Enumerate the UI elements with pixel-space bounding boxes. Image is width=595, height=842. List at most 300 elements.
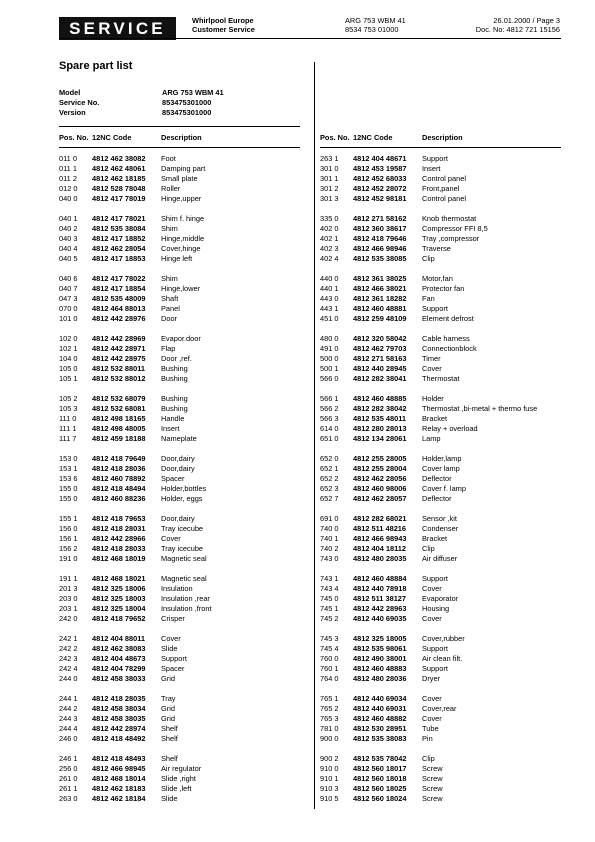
part-description: Grid <box>161 714 175 723</box>
part-pos: 105 1 <box>59 374 78 383</box>
part-description: Slide <box>161 794 178 803</box>
part-pos: 652 1 <box>320 464 339 473</box>
part-group <box>59 154 304 204</box>
part-row <box>59 604 304 614</box>
part-pos: 740 2 <box>320 544 339 553</box>
part-row <box>59 694 304 704</box>
part-code: 4812 498 18165 <box>92 414 146 423</box>
part-code: 4812 452 68033 <box>353 174 407 183</box>
part-pos: 765 3 <box>320 714 339 723</box>
part-pos: 760 0 <box>320 654 339 663</box>
part-description: Thermostat ,bi-metal + thermo fuse <box>422 404 538 413</box>
part-row <box>59 314 304 324</box>
part-group <box>59 514 304 564</box>
part-description: Tray icecube <box>161 544 204 553</box>
part-code: 4812 418 48494 <box>92 484 146 493</box>
part-pos: 242 4 <box>59 664 78 673</box>
part-code: 4812 535 48011 <box>353 414 407 423</box>
meta-value: 853475301000 <box>162 108 212 117</box>
part-row <box>320 694 570 704</box>
part-code: 4812 532 88011 <box>92 364 146 373</box>
column-header-rule <box>320 147 561 148</box>
part-description: Cover <box>422 714 442 723</box>
part-pos: 651 0 <box>320 434 339 443</box>
part-pos: 102 1 <box>59 344 78 353</box>
part-code: 4812 464 88013 <box>92 304 146 313</box>
part-description: Panel <box>161 304 180 313</box>
part-description: Shaft <box>161 294 179 303</box>
part-description: Support <box>422 644 448 653</box>
part-pos: 745 0 <box>320 594 339 603</box>
part-row <box>320 374 570 384</box>
part-group <box>320 514 570 564</box>
part-code: 4812 462 79703 <box>353 344 407 353</box>
part-description: Element defrost <box>422 314 474 323</box>
part-code: 4812 466 98946 <box>353 244 407 253</box>
part-description: Handle <box>161 414 185 423</box>
part-pos: 244 3 <box>59 714 78 723</box>
part-row <box>59 734 304 744</box>
part-code: 4812 460 48882 <box>353 714 407 723</box>
part-description: Support <box>161 654 187 663</box>
header-rule <box>59 38 561 39</box>
part-code: 4812 462 28057 <box>353 494 407 503</box>
part-row <box>320 254 570 264</box>
part-description: Shelf <box>161 734 178 743</box>
part-description: Deflector <box>422 474 452 483</box>
part-pos: 301 1 <box>320 174 339 183</box>
part-description: Insert <box>161 424 180 433</box>
meta-value: 853475301000 <box>162 98 212 107</box>
part-row <box>320 544 570 554</box>
part-group <box>320 754 570 804</box>
part-row <box>320 794 570 804</box>
model-block <box>345 16 406 34</box>
part-pos: 765 1 <box>320 694 339 703</box>
pos-header: Pos. No. <box>59 133 89 142</box>
part-code: 4812 404 78299 <box>92 664 146 673</box>
part-pos: 263 1 <box>320 154 339 163</box>
part-code: 4812 360 38617 <box>353 224 407 233</box>
part-pos: 652 0 <box>320 454 339 463</box>
part-code: 4812 442 28976 <box>92 314 146 323</box>
part-row <box>59 424 304 434</box>
part-description: Tray icecube <box>161 524 204 533</box>
part-pos: 745 2 <box>320 614 339 623</box>
part-pos: 900 2 <box>320 754 339 763</box>
part-description: Shelf <box>161 754 178 763</box>
part-description: Damping part <box>161 164 206 173</box>
part-row <box>59 664 304 674</box>
code-header: 12NC Code <box>92 133 132 142</box>
part-code: 4812 560 18025 <box>353 784 407 793</box>
part-code: 4812 462 18183 <box>92 784 146 793</box>
part-description: Control panel <box>422 174 466 183</box>
part-code: 4812 442 28969 <box>92 334 146 343</box>
part-pos: 566 1 <box>320 394 339 403</box>
part-code: 4812 418 79652 <box>92 614 146 623</box>
part-row <box>59 334 304 344</box>
doc-info-block <box>476 16 560 34</box>
part-row <box>320 174 570 184</box>
parts-column-left <box>59 133 304 814</box>
part-description: Roller <box>161 184 181 193</box>
part-group <box>59 754 304 804</box>
part-code: 4812 458 38033 <box>92 674 146 683</box>
part-row <box>59 704 304 714</box>
part-row <box>59 184 304 194</box>
part-row <box>59 174 304 184</box>
part-pos: 910 0 <box>320 764 339 773</box>
part-row <box>320 214 570 224</box>
part-pos: 156 1 <box>59 534 78 543</box>
part-pos: 652 7 <box>320 494 339 503</box>
part-row <box>320 784 570 794</box>
meta-value: ARG 753 WBM 41 <box>162 88 224 97</box>
part-row <box>320 284 570 294</box>
part-code: 4812 442 28971 <box>92 344 146 353</box>
part-code: 4812 532 88012 <box>92 374 146 383</box>
part-pos: 440 0 <box>320 274 339 283</box>
part-code: 4812 466 98943 <box>353 534 407 543</box>
part-row <box>59 454 304 464</box>
part-pos: 070 0 <box>59 304 78 313</box>
part-row <box>320 584 570 594</box>
part-row <box>59 524 304 534</box>
part-pos: 242 0 <box>59 614 78 623</box>
part-description: Air clean filt. <box>422 654 463 663</box>
part-description: Motor,fan <box>422 274 453 283</box>
part-code: 4812 134 28061 <box>353 434 407 443</box>
part-pos: 691 0 <box>320 514 339 523</box>
part-description: Pin <box>422 734 433 743</box>
part-pos: 451 0 <box>320 314 339 323</box>
part-row <box>59 344 304 354</box>
part-pos: 743 0 <box>320 554 339 563</box>
part-description: Timer <box>422 354 441 363</box>
part-code: 4812 560 18024 <box>353 794 407 803</box>
part-pos: 105 0 <box>59 364 78 373</box>
part-description: Cover <box>422 694 442 703</box>
part-description: Shim <box>161 274 178 283</box>
part-row <box>320 274 570 284</box>
part-code: 4812 320 58042 <box>353 334 407 343</box>
part-pos: 745 4 <box>320 644 339 653</box>
part-description: Evaporator <box>422 594 459 603</box>
part-row <box>59 214 304 224</box>
part-row <box>59 464 304 474</box>
part-description: Foot <box>161 154 176 163</box>
part-description: Tube <box>422 724 439 733</box>
part-row <box>59 164 304 174</box>
part-description: Cover f. lamp <box>422 484 466 493</box>
part-code: 4812 535 38085 <box>353 254 407 263</box>
part-description: Insulation ,rear <box>161 594 210 603</box>
part-pos: 104 0 <box>59 354 78 363</box>
part-row <box>320 554 570 564</box>
part-code: 4812 404 88011 <box>92 634 146 643</box>
page-title: Spare part list <box>59 60 133 72</box>
part-row <box>59 364 304 374</box>
part-row <box>59 434 304 444</box>
part-description: Protector fan <box>422 284 465 293</box>
part-pos: 040 5 <box>59 254 78 263</box>
part-code: 4812 480 28035 <box>353 554 407 563</box>
part-pos: 443 0 <box>320 294 339 303</box>
part-row <box>320 364 570 374</box>
part-code: 4812 418 28031 <box>92 524 146 533</box>
part-code: 4812 462 18184 <box>92 794 146 803</box>
part-pos: 111 1 <box>59 424 77 433</box>
part-pos: 764 0 <box>320 674 339 683</box>
part-pos: 203 1 <box>59 604 78 613</box>
part-code: 4812 361 18282 <box>353 294 407 303</box>
part-description: Holder,bottles <box>161 484 207 493</box>
part-description: Cable harness <box>422 334 470 343</box>
part-pos: 740 1 <box>320 534 339 543</box>
part-pos: 047 3 <box>59 294 78 303</box>
part-row <box>59 404 304 414</box>
part-description: Cover <box>161 534 181 543</box>
part-row <box>59 594 304 604</box>
part-description: Hinge,middle <box>161 234 205 243</box>
part-description: Magnetic seal <box>161 554 207 563</box>
part-group <box>320 454 570 504</box>
part-row <box>320 474 570 484</box>
meta-block <box>59 88 224 118</box>
part-description: Knob thermostat <box>422 214 477 223</box>
part-pos: 244 0 <box>59 674 78 683</box>
part-code: 4812 325 18005 <box>353 634 407 643</box>
meta-rule <box>59 126 300 127</box>
part-pos: 155 1 <box>59 514 78 523</box>
part-code: 4812 417 18852 <box>92 234 146 243</box>
part-group <box>320 154 570 204</box>
part-row <box>59 634 304 644</box>
part-row <box>59 394 304 404</box>
part-description: Grid <box>161 674 175 683</box>
part-row <box>320 464 570 474</box>
part-description: Cover,rubber <box>422 634 465 643</box>
part-pos: 910 1 <box>320 774 339 783</box>
part-description: Hinge,upper <box>161 194 202 203</box>
part-description: Support <box>422 304 448 313</box>
part-description: Insert <box>422 164 441 173</box>
part-description: Clip <box>422 254 435 263</box>
part-description: Front,panel <box>422 184 460 193</box>
part-code: 4812 460 98006 <box>353 484 407 493</box>
part-row <box>320 674 570 684</box>
part-code: 4812 460 48881 <box>353 304 407 313</box>
part-pos: 153 0 <box>59 454 78 463</box>
company-name: Whirlpool Europe <box>192 16 254 25</box>
part-pos: 566 0 <box>320 374 339 383</box>
part-row <box>59 374 304 384</box>
part-pos: 301 3 <box>320 194 339 203</box>
part-description: Holder <box>422 394 444 403</box>
part-code: 4812 532 68081 <box>92 404 146 413</box>
desc-header: Description <box>161 133 202 142</box>
part-code: 4812 462 28054 <box>92 244 146 253</box>
meta-key: Model <box>59 88 81 97</box>
company-department: Customer Service <box>192 25 255 34</box>
part-pos: 614 0 <box>320 424 339 433</box>
part-description: Screw <box>422 764 443 773</box>
part-row <box>320 294 570 304</box>
part-description: Screw <box>422 784 443 793</box>
part-row <box>320 534 570 544</box>
column-header <box>59 133 304 143</box>
parts-list-right <box>320 154 570 804</box>
part-code: 4812 440 78918 <box>353 584 407 593</box>
part-pos: 566 3 <box>320 414 339 423</box>
part-description: Cover lamp <box>422 464 460 473</box>
part-description: Bracket <box>422 534 448 543</box>
part-row <box>59 724 304 734</box>
part-pos: 402 0 <box>320 224 339 233</box>
part-code: 4812 459 18188 <box>92 434 146 443</box>
part-row <box>59 784 304 794</box>
part-row <box>59 354 304 364</box>
part-description: Nameplate <box>161 434 197 443</box>
part-pos: 011 1 <box>59 164 77 173</box>
part-row <box>320 524 570 534</box>
part-group <box>320 214 570 264</box>
part-code: 4812 468 18021 <box>92 574 146 583</box>
part-pos: 246 0 <box>59 734 78 743</box>
part-group <box>59 454 304 504</box>
part-code: 4812 418 48492 <box>92 734 146 743</box>
part-code: 4812 417 78019 <box>92 194 146 203</box>
part-code: 4812 325 18004 <box>92 604 146 613</box>
part-code: 4812 442 28975 <box>92 354 146 363</box>
part-code: 4812 259 48109 <box>353 314 407 323</box>
part-code: 4812 418 79646 <box>353 234 407 243</box>
part-pos: 105 2 <box>59 394 78 403</box>
part-row <box>320 604 570 614</box>
part-row <box>59 234 304 244</box>
part-row <box>320 394 570 404</box>
part-pos: 402 4 <box>320 254 339 263</box>
part-code: 4812 417 18854 <box>92 284 146 293</box>
part-row <box>320 764 570 774</box>
part-row <box>320 234 570 244</box>
part-row <box>59 764 304 774</box>
part-description: Grid <box>161 704 175 713</box>
part-code: 4812 418 28035 <box>92 694 146 703</box>
part-code: 4812 442 28966 <box>92 534 146 543</box>
part-code: 4812 418 28036 <box>92 464 146 473</box>
part-description: Crisper <box>161 614 185 623</box>
part-description: Thermostat <box>422 374 460 383</box>
part-code: 4812 418 79653 <box>92 514 146 523</box>
part-description: Spacer <box>161 664 185 673</box>
part-pos: 040 2 <box>59 224 78 233</box>
part-description: Holder, eggs <box>161 494 203 503</box>
part-pos: 910 5 <box>320 794 339 803</box>
part-row <box>320 354 570 364</box>
part-description: Cover <box>422 584 442 593</box>
part-pos: 440 1 <box>320 284 339 293</box>
part-pos: 155 0 <box>59 494 78 503</box>
part-pos: 111 0 <box>59 414 77 423</box>
part-group <box>59 394 304 444</box>
part-code: 4812 440 28945 <box>353 364 407 373</box>
part-row <box>320 434 570 444</box>
part-description: Shim f. hinge <box>161 214 205 223</box>
part-pos: 652 2 <box>320 474 339 483</box>
part-description: Magnetic seal <box>161 574 207 583</box>
part-pos: 156 0 <box>59 524 78 533</box>
model-number: 8534 753 01000 <box>345 25 399 34</box>
part-pos: 500 0 <box>320 354 339 363</box>
part-code: 4812 460 48883 <box>353 664 407 673</box>
column-header <box>320 133 570 143</box>
part-pos: 652 3 <box>320 484 339 493</box>
part-description: Bracket <box>422 414 448 423</box>
part-row <box>320 634 570 644</box>
part-group <box>320 694 570 744</box>
part-code: 4812 466 38021 <box>353 284 407 293</box>
part-description: Dryer <box>422 674 441 683</box>
model-name: ARG 753 WBM 41 <box>345 16 406 25</box>
part-pos: 402 1 <box>320 234 339 243</box>
part-description: Deflector <box>422 494 452 503</box>
part-code: 4812 490 38001 <box>353 654 407 663</box>
part-code: 4812 418 79649 <box>92 454 146 463</box>
part-pos: 500 1 <box>320 364 339 373</box>
part-group <box>320 394 570 444</box>
meta-row <box>59 88 224 98</box>
part-row <box>59 514 304 524</box>
part-row <box>320 484 570 494</box>
part-code: 4812 452 28072 <box>353 184 407 193</box>
part-row <box>59 794 304 804</box>
part-row <box>320 514 570 524</box>
part-row <box>59 574 304 584</box>
part-description: Housing <box>422 604 450 613</box>
part-description: Connectionblock <box>422 344 477 353</box>
part-pos: 335 0 <box>320 214 339 223</box>
part-row <box>59 274 304 284</box>
part-group <box>320 334 570 384</box>
part-row <box>59 194 304 204</box>
pos-header: Pos. No. <box>320 133 350 142</box>
part-pos: 040 6 <box>59 274 78 283</box>
part-description: Slide ,right <box>161 774 196 783</box>
part-pos: 111 7 <box>59 434 77 443</box>
part-pos: 201 3 <box>59 584 78 593</box>
part-row <box>320 414 570 424</box>
part-code: 4812 468 18019 <box>92 554 146 563</box>
part-code: 4812 468 18014 <box>92 774 146 783</box>
part-row <box>320 184 570 194</box>
part-row <box>320 424 570 434</box>
part-code: 4812 325 18003 <box>92 594 146 603</box>
part-pos: 203 0 <box>59 594 78 603</box>
part-pos: 491 0 <box>320 344 339 353</box>
part-code: 4812 418 48493 <box>92 754 146 763</box>
part-pos: 263 0 <box>59 794 78 803</box>
part-pos: 105 3 <box>59 404 78 413</box>
part-description: Cover <box>422 614 442 623</box>
part-pos: 244 2 <box>59 704 78 713</box>
part-description: Shim <box>161 224 178 233</box>
part-description: Bushing <box>161 374 188 383</box>
part-code: 4812 532 68079 <box>92 394 146 403</box>
part-description: Hinge,lower <box>161 284 201 293</box>
part-pos: 040 3 <box>59 234 78 243</box>
